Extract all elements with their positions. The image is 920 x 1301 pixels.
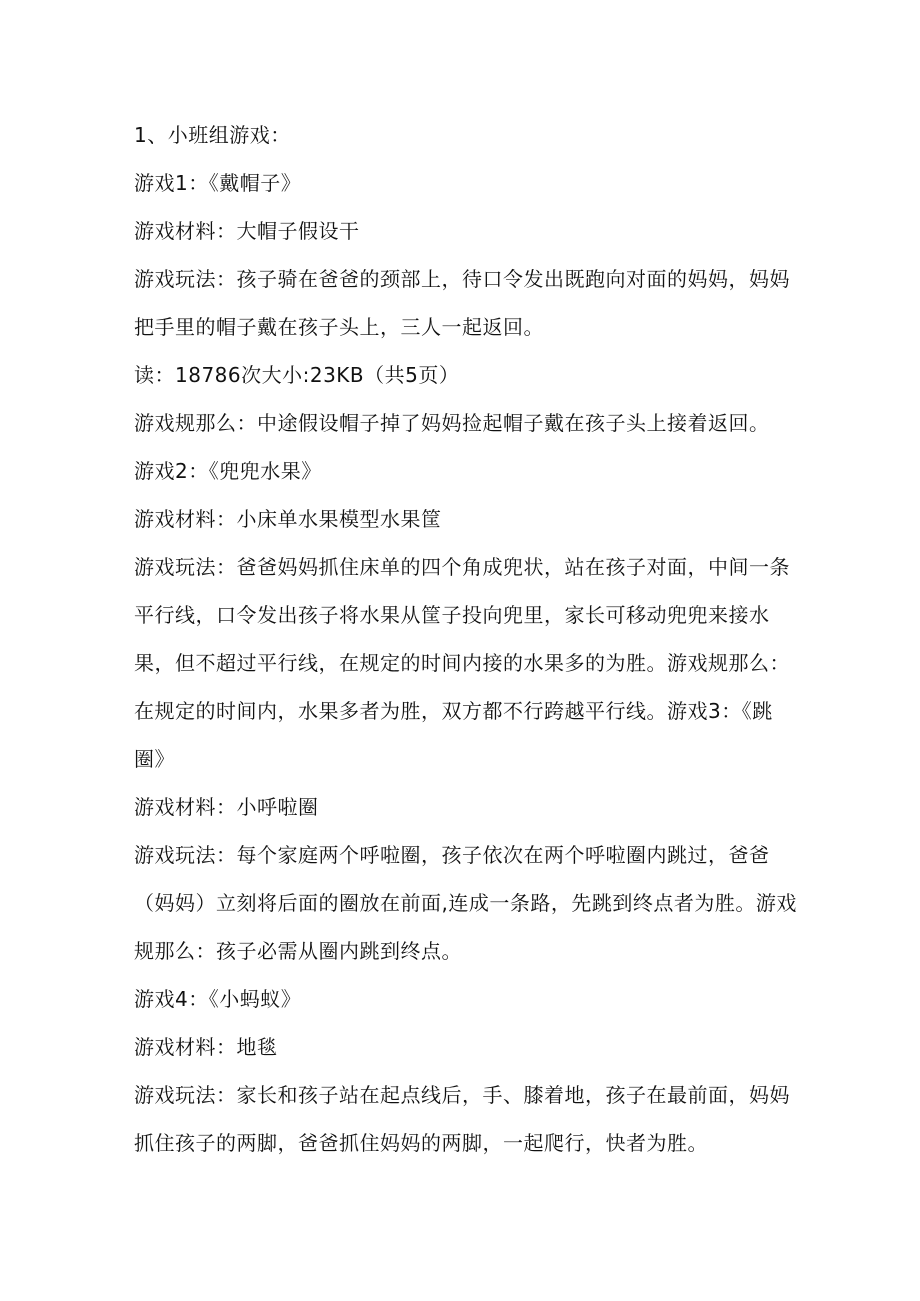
document-meta-line: 读：18786次大小:23KB（共5页） (134, 363, 460, 387)
game-3-rules-line-2: （妈妈）立刻将后面的圈放在前面,连成一条路，先跳到终点者为胜。游戏 (134, 891, 797, 915)
game-4-rules-line-1: 游戏玩法：家长和孩子站在起点线后，手、膝着地，孩子在最前面，妈妈 (134, 1083, 790, 1107)
document-body (134, 111, 797, 1167)
section-heading: 1、小班组游戏： (134, 123, 291, 147)
game-1-rules-line-1: 游戏玩法：孩子骑在爸爸的颈部上，待口令发出既跑向对面的妈妈，妈妈 (134, 267, 790, 291)
game-3-materials: 游戏材料：小呼啦圈 (134, 795, 319, 819)
game-2-rules-line-1: 游戏玩法：爸爸妈妈抓住床单的四个角成兜状，站在孩子对面，中间一条 (134, 555, 790, 579)
game-4-title: 游戏4：《小蚂蚁》 (134, 987, 302, 1011)
game-3-regulation: 规那么：孩子必需从圈内跳到终点。 (134, 939, 462, 963)
game-1-title: 游戏1：《戴帽子》 (134, 171, 302, 195)
game-2-materials: 游戏材料：小床单水果模型水果筐 (134, 507, 442, 531)
game-2-title: 游戏2：《兜兜水果》 (134, 459, 322, 483)
game-2-rules-line-4: 在规定的时间内，水果多者为胜，双方都不行跨越平行线。游戏3：《跳 (134, 699, 773, 723)
game-4-rules-line-2: 抓住孩子的两脚，爸爸抓住妈妈的两脚，一起爬行，快者为胜。 (134, 1131, 708, 1155)
game-1-materials: 游戏材料：大帽子假设干 (134, 219, 360, 243)
game-3-rules-line-1: 游戏玩法：每个家庭两个呼啦圈，孩子依次在两个呼啦圈内跳过，爸爸 (134, 843, 770, 867)
game-2-rules-line-3: 果，但不超过平行线，在规定的时间内接的水果多的为胜。游戏规那么： (134, 651, 790, 675)
game-1-rules-line-2: 把手里的帽子戴在孩子头上，三人一起返回。 (134, 315, 544, 339)
game-4-materials: 游戏材料：地毯 (134, 1035, 278, 1059)
game-1-regulation: 游戏规那么：中途假设帽子掉了妈妈捡起帽子戴在孩子头上接着返回。 (134, 411, 770, 435)
game-2-rules-line-2: 平行线，口令发出孩子将水果从筐子投向兜里，家长可移动兜兜来接水 (134, 603, 770, 627)
game-3-title-continued: 圈》 (134, 747, 175, 771)
